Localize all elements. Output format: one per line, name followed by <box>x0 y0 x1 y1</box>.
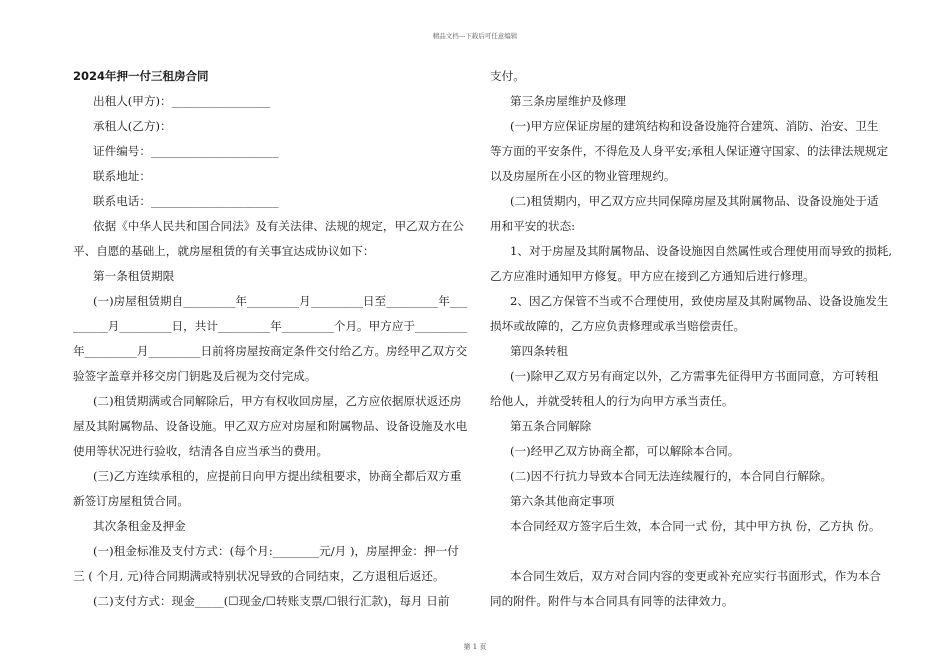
paragraph-line: 出租人(甲方)：_________________ <box>93 94 271 108</box>
section-heading: 第一条租赁期限 <box>93 269 175 283</box>
paragraph-line: (一)房屋租赁期自_________年_________月_________日至_________年___ <box>93 294 468 308</box>
paragraph-line: 联系电话：______________________ <box>93 194 279 208</box>
paragraph-line: 给他人，并就受转租人的行为向甲方承当责任。 <box>490 394 734 408</box>
paragraph-line: (二)租赁期满或合同解除后，甲方有权收回房屋，乙方应依据原状返还房 <box>93 394 462 408</box>
paragraph-line: 承租人(乙方)： <box>93 119 172 133</box>
paragraph-line: 支付。 <box>490 69 525 83</box>
paragraph-line: (二)租赁期内，甲乙双方应共同保障房屋及其附属物品、设备设施处于适 <box>510 194 879 208</box>
paragraph-line: (一)经甲乙双方协商全都，可以解除本合同。 <box>510 444 740 458</box>
paragraph-line: 证件编号：______________________ <box>93 144 279 158</box>
page-header: 精品文档---下载后可任意编辑 <box>432 32 518 40</box>
section-heading: 第五条合同解除 <box>510 419 592 433</box>
paragraph-line: 本合同经双方签字后生效，本合同一式 份，其中甲方执 份，乙方执 份。 <box>510 519 881 533</box>
paragraph-line: 乙方应准时通知甲方修复。甲方应在接到乙方通知后进行修理。 <box>490 269 815 283</box>
paragraph-line: (一)甲方应保证房屋的建筑结构和设备设施符合建筑、消防、治安、卫生 <box>510 119 879 133</box>
paragraph-line: 平、自愿的基础上，就房屋租赁的有关事宜达成协议如下： <box>73 244 375 258</box>
paragraph-line: (一)除甲乙双方另有商定以外，乙方需事先征得甲方书面同意，方可转租 <box>510 369 879 383</box>
paragraph-line: 联系地址： <box>93 169 151 183</box>
paragraph-line: 新签订房屋租赁合同。 <box>73 494 189 508</box>
paragraph-line: 年_________月_________日前将房屋按商定条件交付给乙方。房经甲乙双方交 <box>73 344 468 358</box>
section-heading: 第六条其他商定事项 <box>510 494 615 508</box>
section-heading: 第三条房屋维护及修理 <box>510 94 626 108</box>
paragraph-line: 三 ( 个月, 元)待合同期满或特别状况导致的合同结束，乙方退租后返还。 <box>73 569 445 583</box>
paragraph-line: ______月_________日，共计_________年_________个月。甲方应于_________ <box>73 319 468 333</box>
paragraph-line: 依据《中华人民共和国合同法》及有关法律、法规的规定，甲乙双方在公 <box>93 219 465 233</box>
paragraph-line: (二)因不行抗力导致本合同无法连续履行的，本合同自行解除。 <box>510 469 833 483</box>
paragraph-line: (一)租金标准及支付方式：(每个月:________元/月 )，房屋押金：押一付 <box>93 544 459 558</box>
paragraph-line: 2、因乙方保管不当或不合理使用，致使房屋及其附属物品、设备设施发生 <box>510 294 889 308</box>
section-heading: 第四条转租 <box>510 344 568 358</box>
paragraph-line: 本合同生效后，双方对合同内容的变更或补充应实行书面形式，作为本合 <box>510 569 882 583</box>
page-footer: 第 1 页 <box>463 643 487 651</box>
paragraph-line: 损坏或故障的，乙方应负责修理或承当赔偿责任。 <box>490 319 746 333</box>
paragraph-line: (三)乙方连续承租的，应提前日向甲方提出续租要求，协商全都后双方重 <box>93 469 462 483</box>
paragraph-line: 1、对于房屋及其附属物品、设备设施因自然属性或合理使用而导致的损耗, <box>510 244 893 258</box>
paragraph-line: 验签字盖章并移交房门钥匙及后视为交付完成。 <box>73 369 317 383</box>
paragraph-line: 屋及其附属物品、设备设施。甲乙双方应对房屋和附属物品、设备设施及水电 <box>73 419 468 433</box>
section-heading: 其次条租金及押金 <box>93 519 186 533</box>
document-title: 2024年押一付三租房合同 <box>73 69 209 83</box>
paragraph-line: 以及房屋所在小区的物业管理规约。 <box>490 169 676 183</box>
paragraph-line: (二)支付方式：现金_____(☐现金/☐转账支票/☐银行汇款)，每月 日前 <box>93 594 450 608</box>
paragraph-line: 用和平安的状态: <box>490 219 576 233</box>
paragraph-line: 使用等状况进行验收，结清各自应当承当的费用。 <box>73 444 329 458</box>
paragraph-line: 同的附件。附件与本合同具有同等的法律效力。 <box>490 594 734 608</box>
paragraph-line: 等方面的平安条件，不得危及人身平安;承租人保证遵守国家、的法律法规规定 <box>490 144 889 158</box>
